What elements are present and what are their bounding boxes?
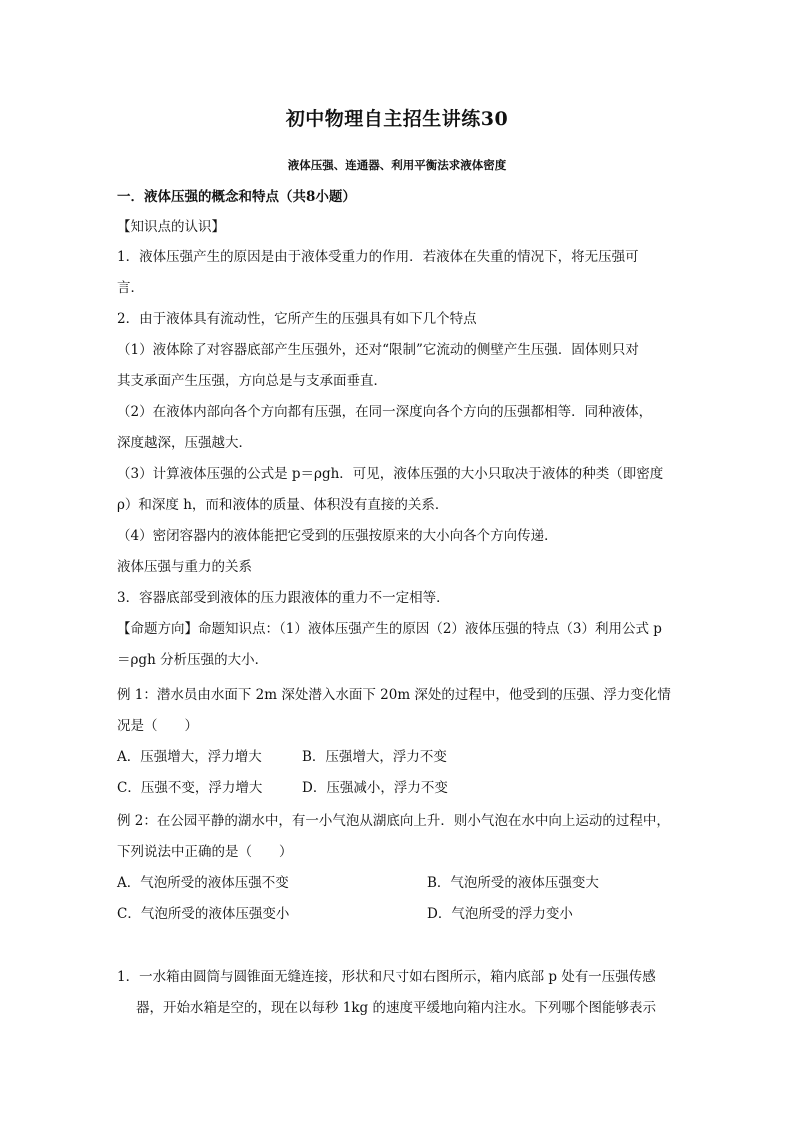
paragraph-line: 其支承面产生压强，方向总是与支承面垂直． bbox=[117, 373, 387, 389]
paragraph-line: ρ）和深度 h，而和液体的质量、体积没有直接的关系． bbox=[117, 497, 449, 513]
example-2-options-row bbox=[117, 874, 687, 892]
paragraph-line: （3）计算液体压强的公式是 p＝ρgh．可见，液体压强的大小只取决于液体的种类（即密度 bbox=[117, 466, 664, 482]
example-1-stem: 例 1：潜水员由水面下 2m 深处潜入水面下 20m 深处的过程中，他受到的压强、浮力变化情 bbox=[117, 687, 671, 703]
example-1-option-a: A．压强增大，浮力增大 bbox=[117, 749, 262, 765]
example-1-options-row bbox=[117, 748, 687, 766]
paragraph-line: 3．容器底部受到液体的压力跟液体的重力不一定相等． bbox=[117, 590, 450, 606]
question-1-line: 器，开始水箱是空的，现在以每秒 1kg 的速度平缓地向箱内注水。下列哪个图能够表示 bbox=[136, 1000, 656, 1016]
example-1-option-b: B．压强增大，浮力不变 bbox=[302, 749, 447, 765]
paragraph-line: 【命题方向】命题知识点：（1）液体压强产生的原因（2）液体压强的特点（3）利用公式 p bbox=[117, 621, 662, 637]
paragraph-line: （1）液体除了对容器底部产生压强外，还对“限制”它流动的侧壁产生压强．固体则只对 bbox=[117, 342, 639, 358]
page-subtitle: 液体压强、连通器、利用平衡法求液体密度 bbox=[287, 158, 507, 172]
example-2-stem: 下列说法中正确的是（ ） bbox=[117, 844, 293, 860]
example-1-option-c: C．压强不变，浮力增大 bbox=[117, 780, 263, 796]
example-2-options-row bbox=[117, 905, 687, 923]
example-2-option-c: C．气泡所受的液体压强变小 bbox=[117, 906, 290, 922]
paragraph-line: 液体压强与重力的关系 bbox=[117, 559, 252, 575]
example-1-stem: 况是（ ） bbox=[117, 718, 198, 734]
example-1-options-row bbox=[117, 779, 687, 797]
paragraph-line: 2．由于液体具有流动性，它所产生的压强具有如下几个特点 bbox=[117, 311, 477, 327]
example-2-stem: 例 2：在公园平静的湖水中，有一小气泡从湖底向上升．则小气泡在水中向上运动的过程中， bbox=[117, 813, 670, 829]
paragraph-line: 1．液体压强产生的原因是由于液体受重力的作用．若液体在失重的情况下，将无压强可 bbox=[117, 249, 639, 265]
question-1-line: 1．一水箱由圆筒与圆锥面无缝连接，形状和尺寸如右图所示，箱内底部 p 处有一压强传感 bbox=[117, 969, 656, 985]
example-2-option-a: A．气泡所受的液体压强不变 bbox=[117, 875, 289, 891]
paragraph-line: （4）密闭容器内的液体能把它受到的压强按原来的大小向各个方向传递． bbox=[117, 528, 558, 544]
example-2-option-b: B．气泡所受的液体压强变大 bbox=[427, 875, 599, 891]
page-title: 初中物理自主招生讲练30 bbox=[285, 108, 509, 130]
section-heading: 一．液体压强的概念和特点（共8小题） bbox=[117, 189, 356, 205]
paragraph-line: （2）在液体内部向各个方向都有压强，在同一深度向各个方向的压强都相等．同种液体， bbox=[117, 404, 653, 420]
paragraph-line: 深度越深，压强越大． bbox=[117, 435, 252, 451]
paragraph-line: ＝ρgh 分析压强的大小． bbox=[117, 652, 269, 668]
paragraph-line: 言． bbox=[117, 280, 144, 296]
knowledge-header: 【知识点的认识】 bbox=[117, 219, 225, 235]
example-1-option-d: D．压强减小，浮力不变 bbox=[302, 780, 448, 796]
example-2-option-d: D．气泡所受的浮力变小 bbox=[427, 906, 573, 922]
